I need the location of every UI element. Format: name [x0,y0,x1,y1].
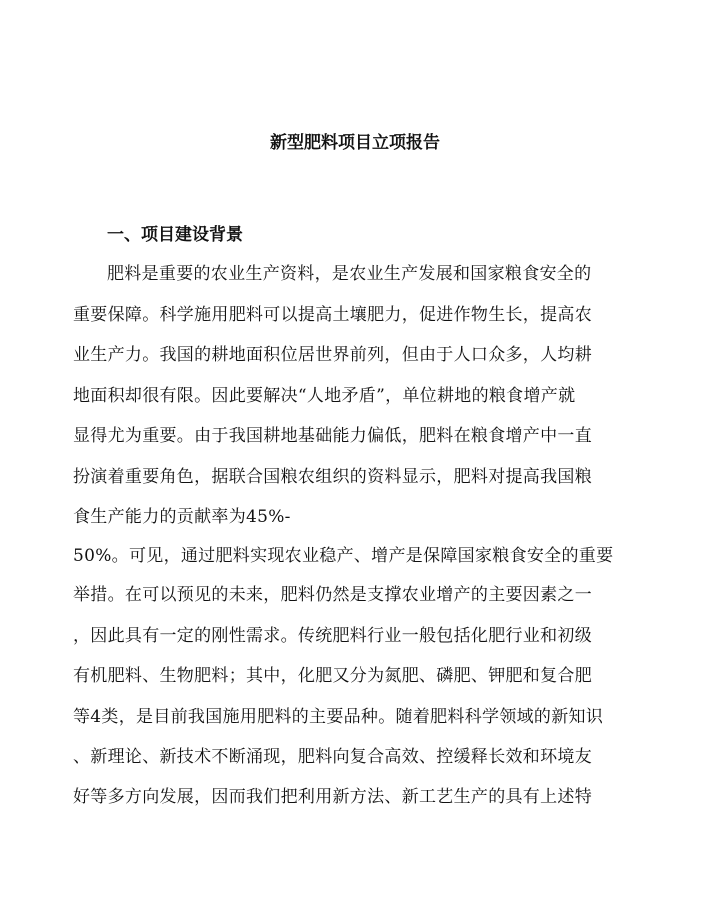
paragraph-line: 50%。可见，通过肥料实现农业稳产、增产是保障国家粮食安全的重要 [73,546,614,566]
paragraph-line: 肥料是重要的农业生产资料，是农业生产发展和国家粮食安全的 [107,264,592,284]
paragraph-line: 业生产力。我国的耕地面积位居世界前列，但由于人口众多，人均耕 [73,345,592,365]
paragraph-line: 有机肥料、生物肥料；其中，化肥又分为氮肥、磷肥、钾肥和复合肥 [73,666,592,686]
paragraph-line: 举措。在可以预见的未来，肥料仍然是支撑农业增产的主要因素之一 [73,585,592,605]
paragraph-line: 等4类，是目前我国施用肥料的主要品种。随着肥料科学领域的新知识 [73,707,604,727]
paragraph-line: 显得尤为重要。由于我国耕地基础能力偏低，肥料在粮食增产中一直 [73,426,592,446]
paragraph-line: ，因此具有一定的刚性需求。传统肥料行业一般包括化肥行业和初级 [73,626,592,646]
paragraph-line: 扮演着重要角色，据联合国粮农组织的资料显示，肥料对提高我国粮 [73,467,592,487]
document-title: 新型肥料项目立项报告 [270,133,440,153]
paragraph-line: 、新理论、新技术不断涌现，肥料向复合高效、控缓释长效和环境友 [73,747,592,767]
paragraph-line: 重要保障。科学施用肥料可以提高土壤肥力，促进作物生长，提高农 [73,305,592,325]
paragraph-line: 好等多方向发展，因而我们把利用新方法、新工艺生产的具有上述特 [73,787,592,807]
paragraph-line: 食生产能力的贡献率为45%- [73,507,291,527]
section-heading: 一、项目建设背景 [107,225,243,245]
paragraph-line: 地面积却很有限。因此要解决“人地矛盾”，单位耕地的粮食增产就 [73,386,576,406]
